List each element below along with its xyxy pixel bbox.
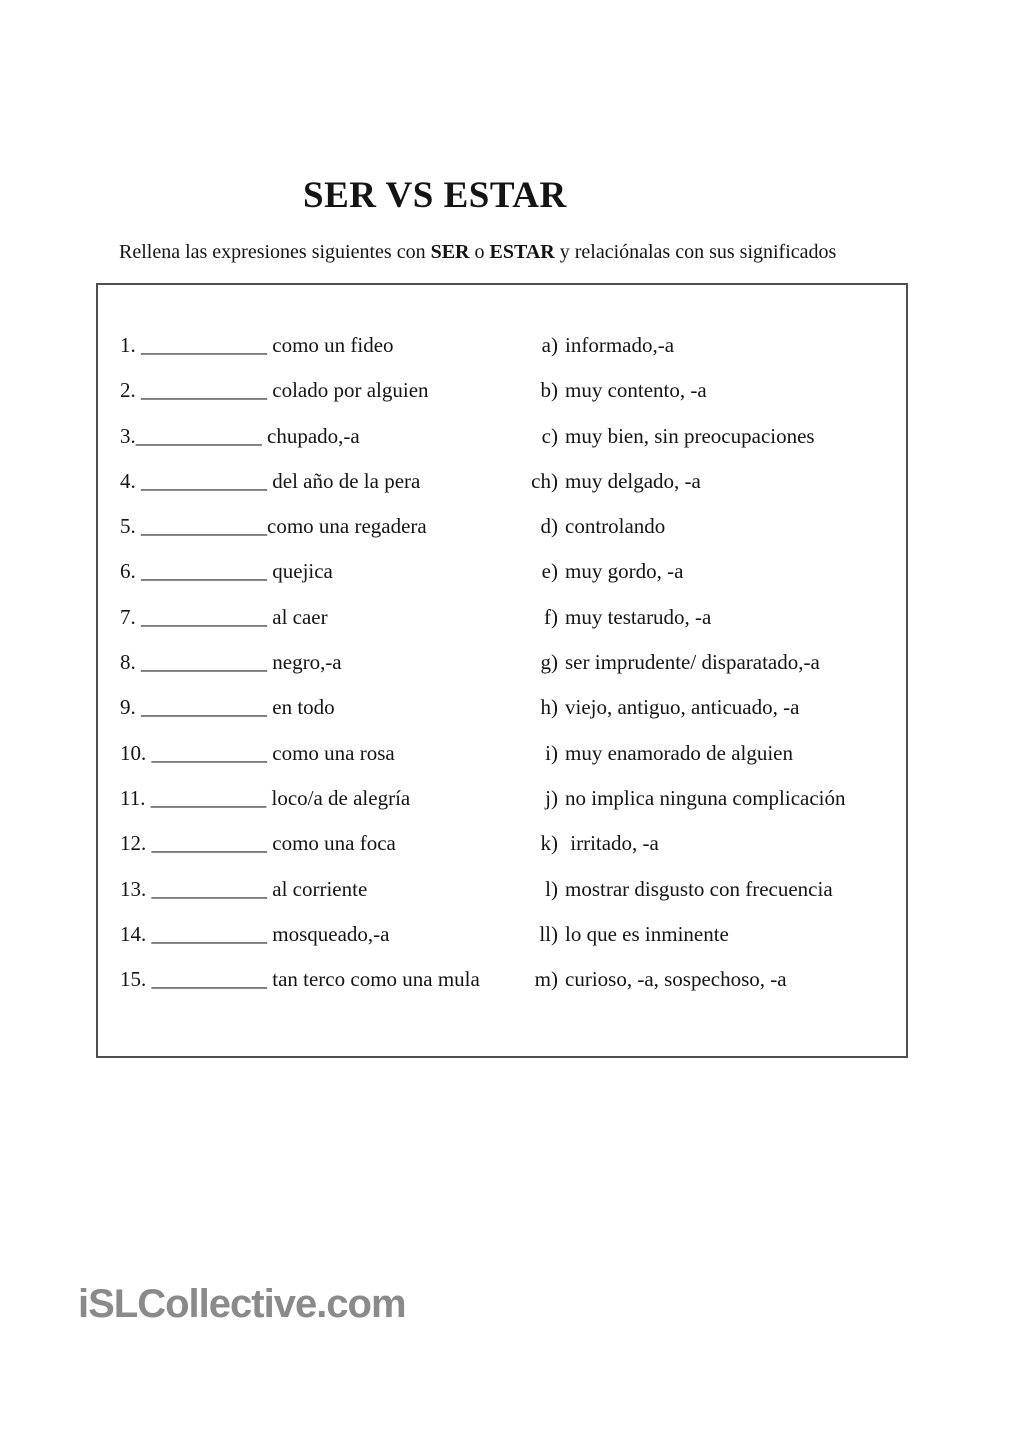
expression-phrase: al caer — [272, 604, 328, 629]
expression-item — [120, 867, 522, 912]
watermark: iSLCollective.com — [78, 1282, 406, 1326]
meaning-letter: l) — [545, 876, 558, 901]
exercise-row — [120, 685, 906, 730]
meaning-letter: b) — [540, 378, 558, 403]
item-number: 13. — [120, 876, 147, 901]
answer-blank: ____________ — [135, 423, 262, 448]
meaning-text: irritado, -a — [565, 831, 659, 856]
meaning-text: controlando — [565, 514, 666, 539]
item-number: 5. — [120, 514, 136, 539]
expression-phrase: al corriente — [272, 876, 368, 901]
answer-blank: ____________ — [141, 559, 267, 584]
exercise-row — [120, 867, 906, 912]
meaning-item — [522, 504, 906, 549]
answer-blank: ____________ — [141, 695, 267, 720]
expression-phrase: en todo — [272, 695, 335, 720]
meaning-text: muy delgado, -a — [565, 468, 701, 493]
meaning-item — [522, 640, 906, 685]
item-number: 11. — [120, 785, 146, 810]
meaning-letter: d) — [540, 514, 558, 539]
expression-item — [120, 912, 522, 957]
estar-keyword: ESTAR — [489, 241, 555, 263]
expression-phrase: chupado,-a — [267, 423, 360, 448]
expression-phrase: mosqueado,-a — [272, 921, 390, 946]
expression-phrase: quejica — [272, 559, 333, 584]
meaning-item — [522, 731, 906, 776]
answer-blank: ____________ — [141, 468, 267, 493]
item-number: 3. — [120, 423, 136, 448]
ser-keyword: SER — [430, 241, 470, 263]
exercise-box — [96, 283, 908, 1058]
exercise-row — [120, 640, 906, 685]
exercise-row — [120, 595, 906, 640]
meaning-item — [522, 459, 906, 504]
expression-item — [120, 685, 522, 730]
expression-item — [120, 549, 522, 594]
item-number: 10. — [120, 740, 147, 765]
exercise-row — [120, 368, 906, 413]
meaning-text: viejo, antiguo, anticuado, -a — [565, 695, 800, 720]
meaning-text: mostrar disgusto con frecuencia — [565, 876, 833, 901]
meaning-item — [522, 776, 906, 821]
meaning-text: ser imprudente/ disparatado,-a — [565, 650, 820, 675]
meaning-letter: e) — [541, 559, 558, 584]
expression-phrase: loco/a de alegría — [271, 785, 411, 810]
item-number: 8. — [120, 650, 136, 675]
expression-item — [120, 414, 522, 459]
meaning-letter: j) — [545, 785, 558, 810]
expression-phrase: colado por alguien — [272, 378, 429, 403]
expression-phrase: del año de la pera — [272, 468, 421, 493]
exercise-row — [120, 776, 906, 821]
item-number: 14. — [120, 921, 147, 946]
expression-phrase: como una foca — [272, 831, 396, 856]
meaning-item — [522, 549, 906, 594]
exercise-row — [120, 414, 906, 459]
meaning-item — [522, 323, 906, 368]
expression-item — [120, 368, 522, 413]
meaning-text: muy bien, sin preocupaciones — [565, 423, 815, 448]
exercise-row — [120, 957, 906, 1002]
expression-phrase: como una regadera — [267, 514, 427, 539]
meaning-item — [522, 368, 906, 413]
meaning-text: muy contento, -a — [565, 378, 707, 403]
meaning-letter: k) — [540, 831, 558, 856]
instructions-suffix: y relaciónalas con sus significados — [554, 241, 837, 263]
meaning-letter: m) — [534, 967, 558, 992]
expression-phrase: como un fideo — [272, 333, 394, 357]
expression-item — [120, 504, 522, 549]
expression-item — [120, 957, 522, 1002]
meaning-text: lo que es inminente — [565, 921, 729, 946]
meaning-letter: f) — [544, 604, 558, 629]
item-number: 4. — [120, 468, 136, 493]
answer-blank: ___________ — [151, 921, 267, 946]
meaning-item — [522, 685, 906, 730]
expression-item — [120, 595, 522, 640]
item-number: 9. — [120, 695, 136, 720]
expression-phrase: tan terco como una mula — [272, 967, 480, 992]
exercise-row — [120, 323, 906, 368]
expression-item — [120, 731, 522, 776]
item-number: 6. — [120, 559, 136, 584]
meaning-text: informado,-a — [565, 333, 675, 357]
meaning-letter: g) — [540, 650, 558, 675]
instructions — [119, 241, 836, 264]
meaning-letter: i) — [545, 740, 558, 765]
item-number: 2. — [120, 378, 136, 403]
item-number: 15. — [120, 967, 147, 992]
meaning-letter: h) — [540, 695, 558, 720]
instructions-prefix: Rellena las expresiones siguientes con — [119, 241, 431, 263]
meaning-text: muy enamorado de alguien — [565, 740, 794, 765]
answer-blank: ____________ — [141, 650, 267, 675]
meaning-letter: c) — [541, 423, 558, 448]
item-number: 7. — [120, 604, 136, 629]
meaning-item — [522, 867, 906, 912]
answer-blank: ____________ — [141, 378, 267, 403]
meaning-item — [522, 414, 906, 459]
expression-item — [120, 459, 522, 504]
expression-item — [120, 776, 522, 821]
meaning-text: curioso, -a, sospechoso, -a — [565, 967, 787, 992]
answer-blank: ___________ — [151, 831, 267, 856]
meaning-text: muy gordo, -a — [565, 559, 684, 584]
item-number: 12. — [120, 831, 147, 856]
meaning-letter: ch) — [531, 468, 558, 493]
instructions-conjunction: o — [469, 241, 490, 263]
meaning-letter: a) — [541, 333, 558, 357]
meaning-text: muy testarudo, -a — [565, 604, 712, 629]
answer-blank: ___________ — [151, 967, 267, 992]
answer-blank: ____________ — [141, 604, 267, 629]
meaning-item — [522, 595, 906, 640]
exercise-row — [120, 504, 906, 549]
meaning-letter: ll) — [539, 921, 558, 946]
page-title: SER VS ESTAR — [303, 175, 567, 216]
answer-blank: ___________ — [151, 740, 267, 765]
item-number: 1. — [120, 333, 136, 357]
exercise-row — [120, 731, 906, 776]
exercise-row — [120, 912, 906, 957]
expression-phrase: negro,-a — [272, 650, 342, 675]
answer-blank: ____________ — [141, 514, 267, 539]
meaning-item — [522, 821, 906, 866]
meaning-item — [522, 912, 906, 957]
meaning-text: no implica ninguna complicación — [565, 785, 846, 810]
expression-item — [120, 640, 522, 685]
answer-blank: ___________ — [150, 785, 267, 810]
expression-phrase: como una rosa — [272, 740, 395, 765]
meaning-item — [522, 957, 906, 1002]
expression-item — [120, 323, 522, 368]
expression-item — [120, 821, 522, 866]
exercise-row — [120, 821, 906, 866]
answer-blank: ___________ — [151, 876, 267, 901]
answer-blank: ____________ — [141, 333, 267, 357]
exercise-row — [120, 459, 906, 504]
exercise-row — [120, 549, 906, 594]
